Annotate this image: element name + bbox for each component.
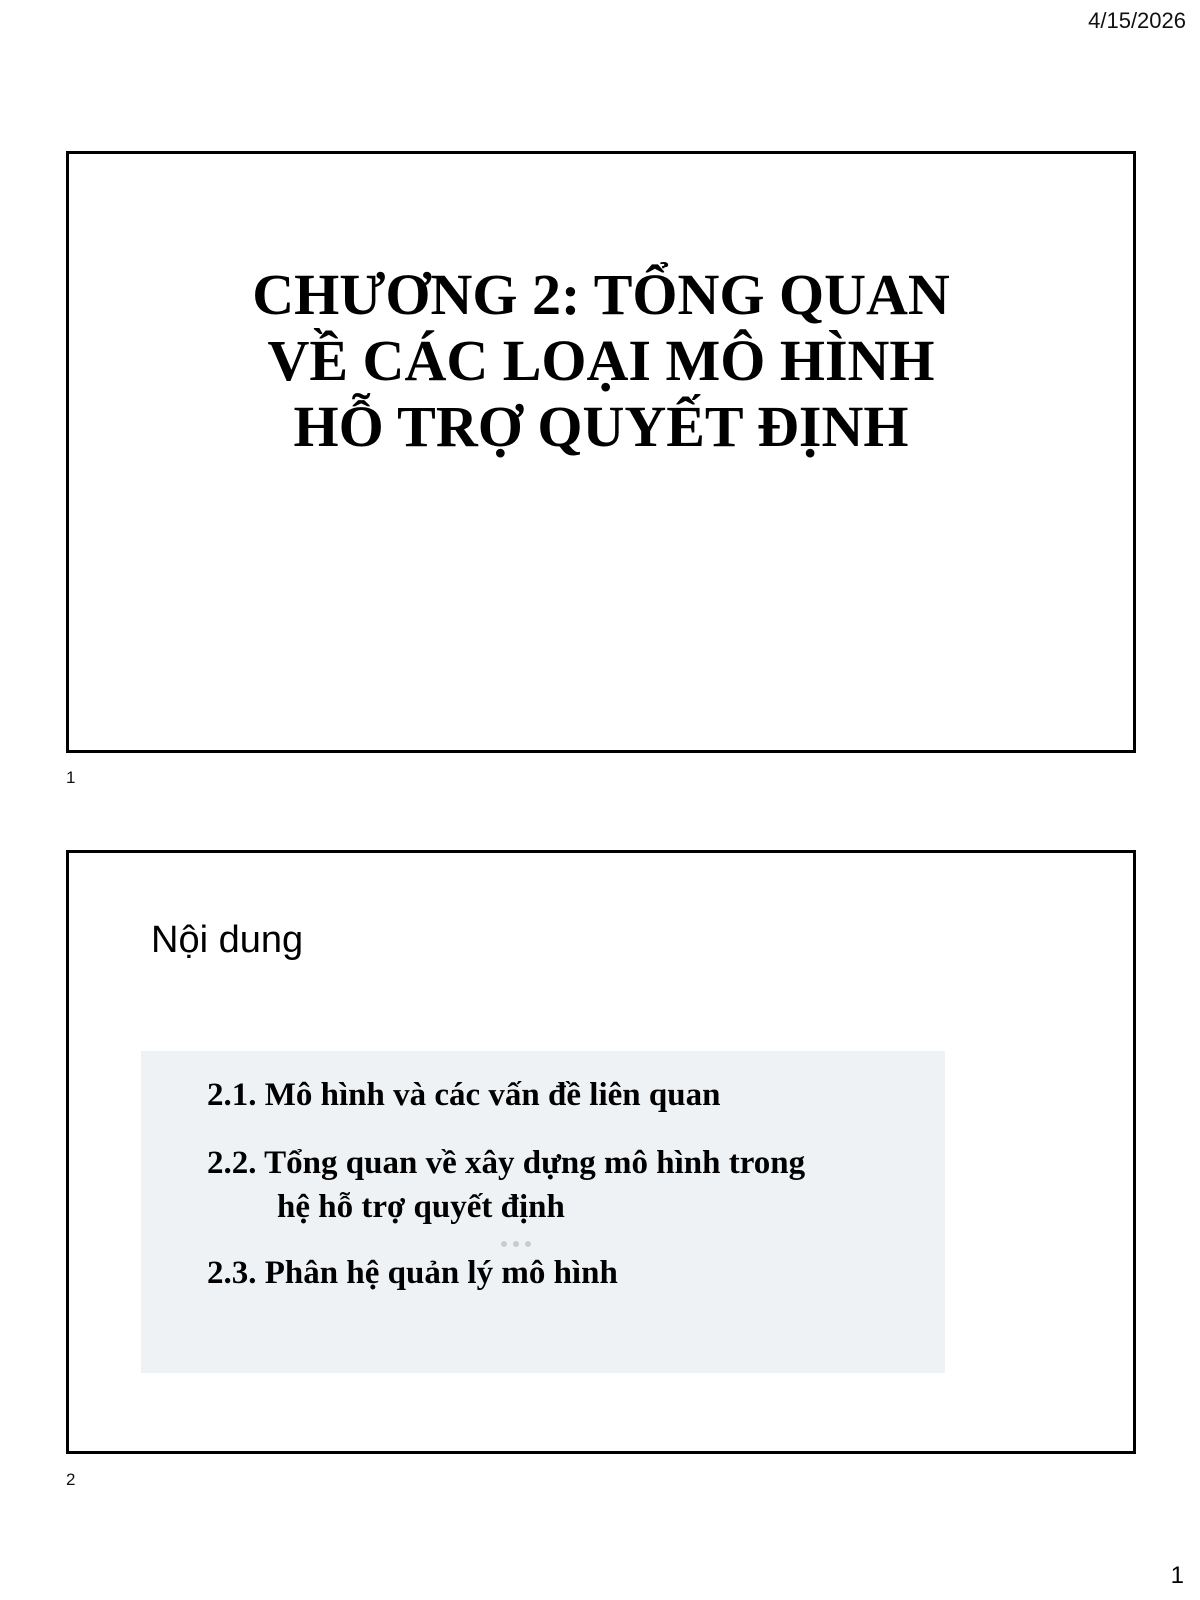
- toc-item-text: 2.3. Phân hệ quản lý mô hình: [207, 1255, 618, 1291]
- toc-item-text: 2.1. Mô hình và các vấn đề liên quan: [207, 1077, 721, 1113]
- toc-item: [207, 1073, 925, 1117]
- dot: [525, 1241, 531, 1247]
- ellipsis-dots: [501, 1241, 531, 1247]
- toc-item-continuation: hệ hỗ trợ quyết định: [277, 1189, 565, 1225]
- slide-title: [69, 262, 1133, 460]
- title-line: VỀ CÁC LOẠI MÔ HÌNH: [267, 328, 935, 393]
- toc-item: [207, 1141, 925, 1229]
- table-of-contents: [141, 1051, 945, 1373]
- dot: [513, 1241, 519, 1247]
- contents-heading: Nội dung: [151, 919, 304, 961]
- title-line: CHƯƠNG 2: TỔNG QUAN: [252, 262, 950, 327]
- print-date: 4/15/2026: [1088, 8, 1186, 33]
- toc-list: [207, 1073, 925, 1295]
- page-number: 1: [1170, 1562, 1184, 1589]
- title-line: HỖ TRỢ QUYẾT ĐỊNH: [293, 394, 909, 459]
- toc-item-text: 2.2. Tổng quan về xây dựng mô hình trong: [207, 1145, 806, 1181]
- slide-2: [66, 850, 1136, 1454]
- slide-number: 2: [66, 1470, 76, 1489]
- dot: [501, 1241, 507, 1247]
- slide-1: [66, 151, 1136, 753]
- toc-item: [207, 1251, 925, 1295]
- slide-number: 1: [66, 768, 76, 787]
